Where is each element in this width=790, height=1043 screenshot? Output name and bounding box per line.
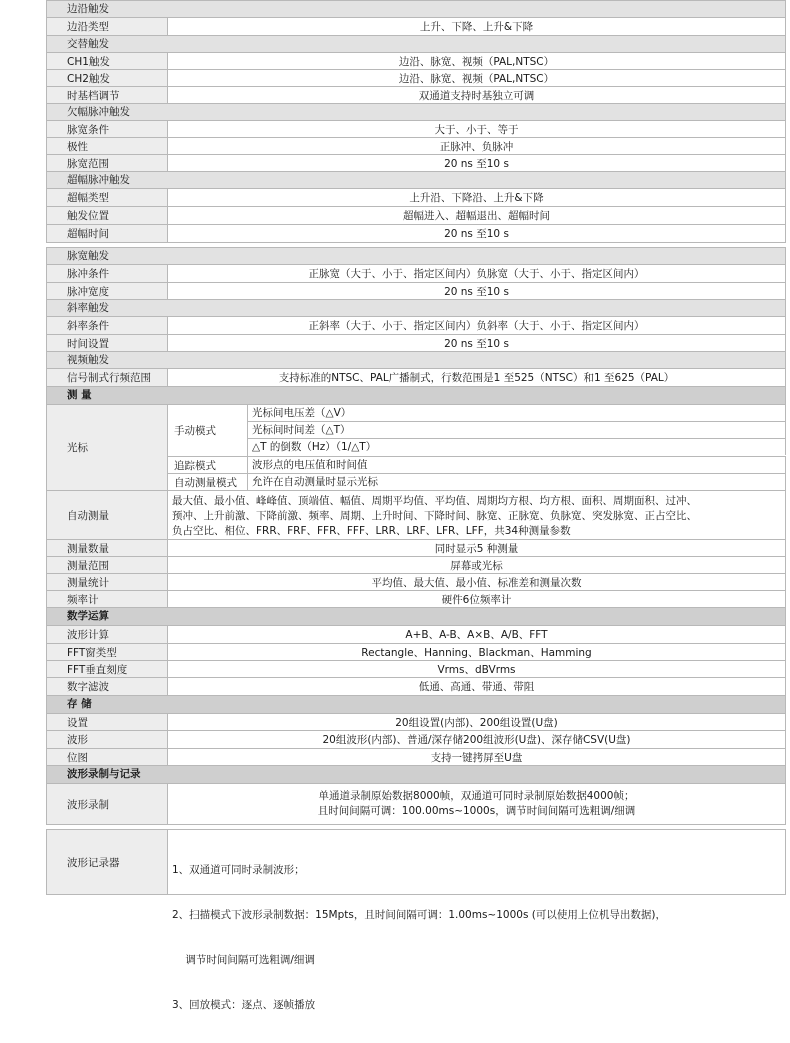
- text-line: 1、双通道可同时录制波形；: [172, 864, 305, 876]
- row-label: 时间设置: [46, 335, 168, 351]
- row-label: 测量统计: [46, 574, 168, 590]
- row-label: 波形记录器: [46, 830, 168, 894]
- row-label: FFT垂直刻度: [46, 661, 168, 677]
- row-value: 屏幕或光标: [168, 557, 786, 573]
- row-label: 自动测量: [46, 491, 168, 539]
- row-label: 波形录制: [46, 784, 168, 824]
- text-line: 3、回放模式：逐点、逐帧播放: [172, 999, 316, 1011]
- row-label: 脉冲条件: [46, 265, 168, 282]
- table-row: [46, 784, 786, 825]
- table-row: [46, 829, 786, 1011]
- table-row: [46, 87, 786, 104]
- row-value: 支持标准的NTSC、PAL广播制式，行数范围是1 至525（NTSC）和1 至625（PAL）: [168, 369, 786, 386]
- row-value: 正斜率（大于、小于、指定区间内）负斜率（大于、小于、指定区间内）: [168, 317, 786, 334]
- row-value: 20组波形(内部)、普通/深存储200组波形(U盘)、深存储CSV(U盘): [168, 731, 786, 748]
- table-row: [46, 661, 786, 678]
- list-item: 光标间时间差（△T）: [248, 422, 786, 439]
- table-row: [46, 18, 786, 36]
- section-runt-trigger: 欠幅脉冲触发: [46, 104, 786, 121]
- row-value: 正脉冲、负脉冲: [168, 138, 786, 154]
- row-label: 超幅时间: [46, 225, 168, 242]
- row-value: A+B、A-B、A×B、A/B、FFT: [168, 626, 786, 643]
- row-label: 脉冲宽度: [46, 283, 168, 299]
- row-value: 20 ns 至10 s: [168, 155, 786, 171]
- section-alt-trigger: 交替触发: [46, 36, 786, 53]
- row-label: 光标: [46, 405, 168, 490]
- section-measure: 测 量: [46, 387, 786, 405]
- table-row: [46, 678, 786, 696]
- cursor-block: [46, 405, 786, 491]
- text-line: 最大值、最小值、峰峰值、顶端值、幅值、周期平均值、平均值、周期均方根、均方根、面积、周期面积、过冲、: [172, 495, 697, 507]
- row-value: 双通道支持时基独立可调: [168, 87, 786, 103]
- table-row: [46, 749, 786, 766]
- table-row: [46, 53, 786, 70]
- text-line: 且时间间隔可调：100.00ms~1000s，调节时间间隔可选粗调/细调: [317, 805, 636, 817]
- row-value: 上升、下降、上升&下降: [168, 18, 786, 35]
- row-label: 波形: [46, 731, 168, 748]
- row-value: 20 ns 至10 s: [168, 283, 786, 299]
- list-item: △T 的倒数（Hz）（1/△T）: [248, 439, 786, 455]
- row-label: FFT窗类型: [46, 644, 168, 660]
- section-record: 波形录制与记录: [46, 766, 786, 784]
- table-row: [46, 731, 786, 749]
- section-width-trigger: 脉宽触发: [46, 247, 786, 265]
- table-row: [46, 225, 786, 243]
- table-row: [46, 626, 786, 644]
- table-row: [46, 644, 786, 661]
- text-line: 单通道录制原始数据8000帧，双通道可同时录制原始数据4000帧；: [318, 790, 635, 802]
- sub-value: 允许在自动测量时显示光标: [248, 474, 786, 490]
- row-label: 极性: [46, 138, 168, 154]
- row-value: 20 ns 至10 s: [168, 335, 786, 351]
- row-label: CH2触发: [46, 70, 168, 86]
- row-label: 时基档调节: [46, 87, 168, 103]
- row-label: 设置: [46, 714, 168, 730]
- row-label: 波形计算: [46, 626, 168, 643]
- row-value: 同时显示5 种测量: [168, 540, 786, 556]
- text-line: 调节时间间隔可选粗调/细调: [172, 954, 315, 966]
- row-value: 平均值、最大值、最小值、标准差和测量次数: [168, 574, 786, 590]
- sub-label: 自动测量模式: [168, 474, 248, 490]
- row-label: 测量范围: [46, 557, 168, 573]
- table-row: [46, 265, 786, 283]
- row-label: 脉宽范围: [46, 155, 168, 171]
- row-value: [168, 784, 786, 824]
- table-row: [46, 714, 786, 731]
- text-line: 2、扫描模式下波形录制数据：15Mpts，且时间间隔可调：1.00ms~1000s (可以使用上位机导出数据)，: [172, 909, 666, 921]
- section-storage: 存 储: [46, 696, 786, 714]
- section-slope-trigger: 斜率触发: [46, 300, 786, 317]
- table-row: [46, 540, 786, 557]
- row-label: 信号制式行频范围: [46, 369, 168, 386]
- row-value: 大于、小于、等于: [168, 121, 786, 137]
- section-video-trigger: 视频触发: [46, 352, 786, 369]
- row-value: 正脉宽（大于、小于、指定区间内）负脉宽（大于、小于、指定区间内）: [168, 265, 786, 282]
- row-value: 20 ns 至10 s: [168, 225, 786, 242]
- spec-table: [46, 0, 786, 1011]
- table-row: [46, 369, 786, 387]
- table-row: [46, 155, 786, 172]
- row-value: 边沿、脉宽、视频（PAL,NTSC）: [168, 70, 786, 86]
- row-value: [168, 830, 786, 1011]
- row-value: 支持一键拷屏至U盘: [168, 749, 786, 765]
- table-row: [46, 207, 786, 225]
- table-row: [46, 574, 786, 591]
- section-over-trigger: 超幅脉冲触发: [46, 172, 786, 189]
- text-line: 负占空比、相位、FRR、FRF、FFR、FFF、LRR、LRF、LFR、LFF，共34种测量参数: [172, 525, 571, 537]
- row-value: 20组设置(内部)、200组设置(U盘): [168, 714, 786, 730]
- table-row: [46, 591, 786, 608]
- row-label: 数字滤波: [46, 678, 168, 695]
- row-label: 斜率条件: [46, 317, 168, 334]
- text-line: 预冲、上升前激、下降前激、频率、周期、上升时间、下降时间、脉宽、正脉宽、负脉宽、突发脉宽、正占空比、: [172, 510, 697, 522]
- row-label: 频率计: [46, 591, 168, 607]
- row-label: 测量数量: [46, 540, 168, 556]
- table-row: [46, 189, 786, 207]
- row-label: 边沿类型: [46, 18, 168, 35]
- row-value: 硬件6位频率计: [168, 591, 786, 607]
- table-row: [46, 283, 786, 300]
- table-row: [46, 138, 786, 155]
- row-value: 超幅进入、超幅退出、超幅时间: [168, 207, 786, 224]
- section-edge-trigger: 边沿触发: [46, 0, 786, 18]
- sub-value: 波形点的电压值和时间值: [248, 457, 786, 473]
- row-value: 边沿、脉宽、视频（PAL,NTSC）: [168, 53, 786, 69]
- row-label: CH1触发: [46, 53, 168, 69]
- table-row: [46, 557, 786, 574]
- table-row: [46, 491, 786, 540]
- list-item: 光标间电压差（△V）: [248, 405, 786, 422]
- row-label: 触发位置: [46, 207, 168, 224]
- table-row: [46, 335, 786, 352]
- row-value: [168, 491, 786, 539]
- section-math: 数学运算: [46, 608, 786, 626]
- row-value: 上升沿、下降沿、上升&下降: [168, 189, 786, 206]
- row-value: 低通、高通、带通、带阻: [168, 678, 786, 695]
- table-row: [46, 121, 786, 138]
- sub-label: 手动模式: [168, 405, 248, 456]
- row-label: 超幅类型: [46, 189, 168, 206]
- row-label: 位图: [46, 749, 168, 765]
- row-value: Rectangle、Hanning、Blackman、Hamming: [168, 644, 786, 660]
- row-label: 脉宽条件: [46, 121, 168, 137]
- table-row: [46, 317, 786, 335]
- sub-label: 追踪模式: [168, 457, 248, 473]
- row-value: Vrms、dBVrms: [168, 661, 786, 677]
- table-row: [46, 70, 786, 87]
